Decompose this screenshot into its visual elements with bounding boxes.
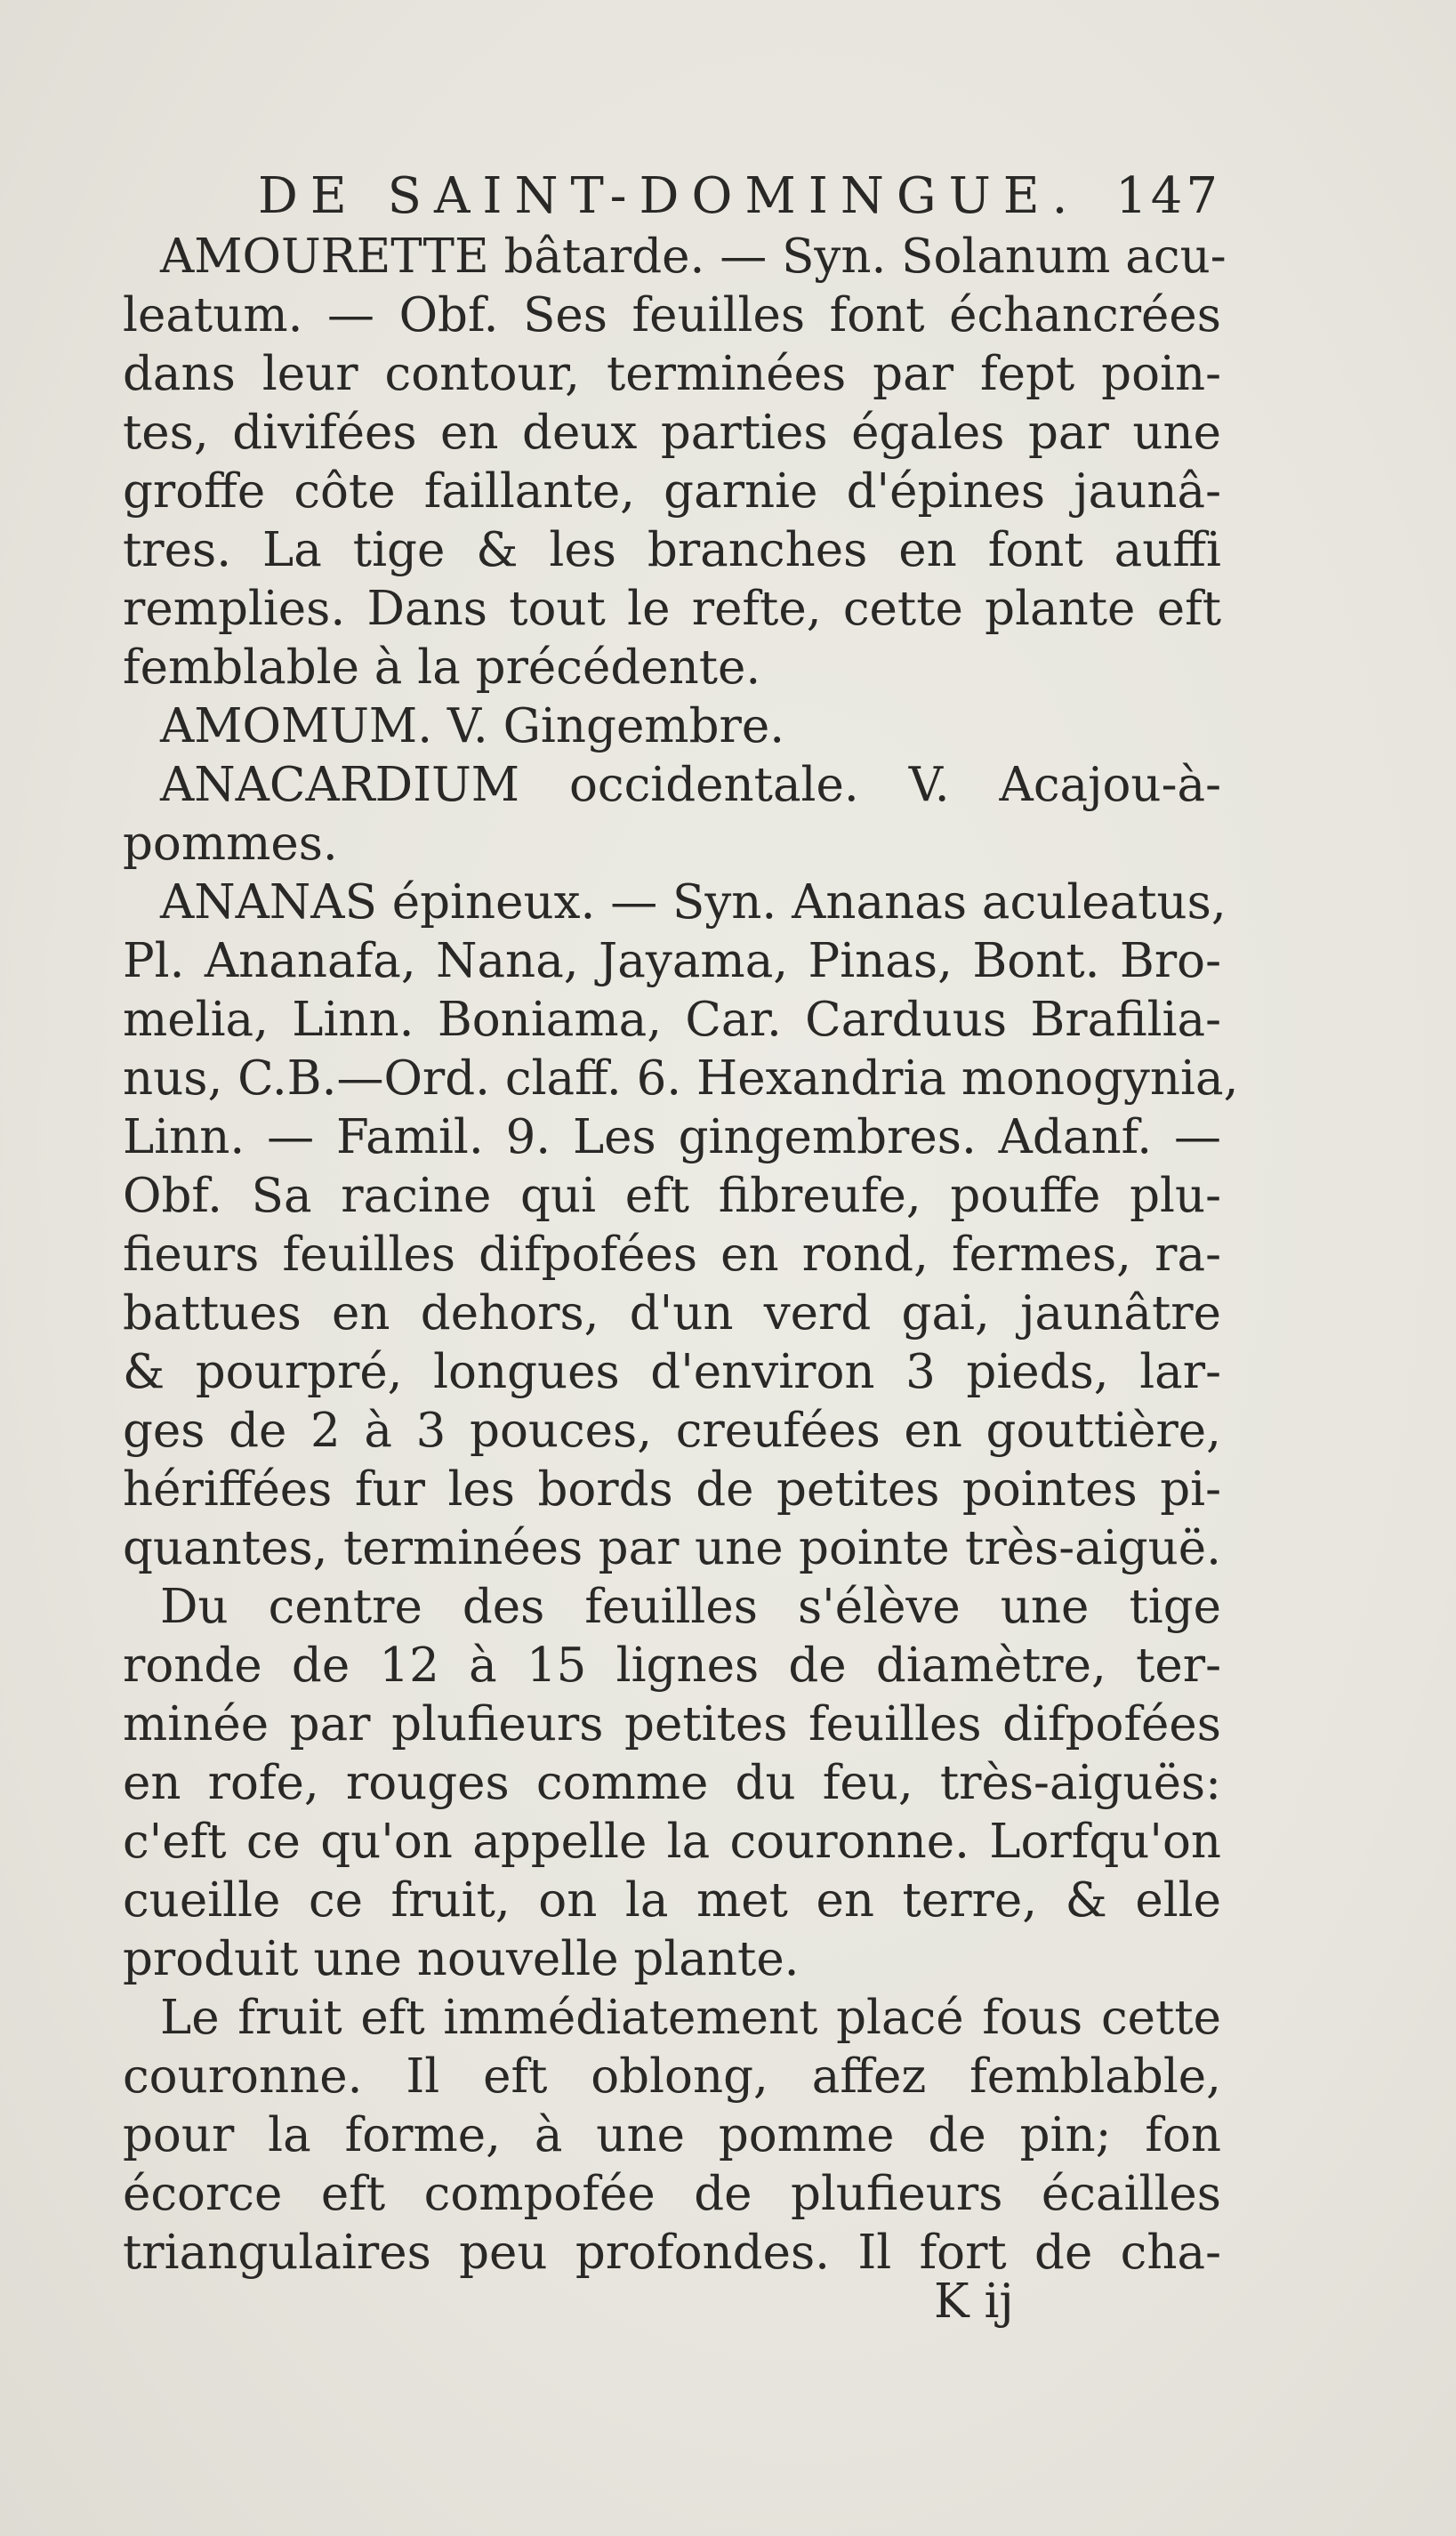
text-line: nus, C.B.—Ord. claff. 6. Hexandria monogynia, bbox=[123, 1051, 1239, 1106]
text-line: & pourpré, longues d'environ 3 pieds, lar- bbox=[123, 1345, 1221, 1399]
text-line: remplies. Dans tout le refte, cette plante eft bbox=[123, 582, 1221, 636]
text-line: leatum. — Obf. Ses feuilles font échancrées bbox=[123, 288, 1221, 342]
text-line: dans leur contour, terminées par fept poin- bbox=[123, 347, 1221, 401]
text-line: écorce eft compofée de plufieurs écailles bbox=[123, 2167, 1221, 2221]
text-line: triangulaires peu profondes. Il fort de cha- bbox=[123, 2226, 1221, 2280]
text-line: minée par plufieurs petites feuilles difpofées bbox=[123, 1697, 1221, 1751]
text-line: tes, divifées en deux parties égales par une bbox=[123, 406, 1221, 460]
text-line: Du centre des feuilles s'élève une tige bbox=[160, 1580, 1221, 1634]
body-text bbox=[123, 228, 1239, 2282]
text-line: Linn. — Famil. 9. Les gingembres. Adanf. — bbox=[123, 1110, 1221, 1164]
text-line: en rofe, rouges comme du feu, très-aiguës: bbox=[123, 1756, 1221, 1810]
text-line: cueille ce fruit, on la met en terre, & elle bbox=[123, 1873, 1221, 1928]
text-line: ges de 2 à 3 pouces, creufées en gouttière, bbox=[123, 1404, 1221, 1458]
signature-mark: K ij bbox=[934, 2274, 1014, 2329]
text-line: femblable à la précédente. bbox=[123, 640, 761, 695]
text-line: ANACARDIUM occidentale. V. Acajou-à- bbox=[160, 758, 1221, 812]
text-line: fieurs feuilles difpofées en rond, fermes, ra- bbox=[123, 1228, 1221, 1282]
text-line: ronde de 12 à 15 lignes de diamètre, ter- bbox=[123, 1638, 1221, 1693]
text-line: AMOURETTE bâtarde. — Syn. Solanum acu- bbox=[160, 229, 1227, 284]
text-line: pommes. bbox=[123, 817, 338, 871]
running-head: DE SAINT-DOMINGUE. bbox=[258, 167, 1081, 225]
text-line: hériffées fur les bords de petites pointes pi- bbox=[123, 1462, 1221, 1517]
text-line: Le fruit eft immédiatement placé fous cette bbox=[160, 1991, 1221, 2045]
text-line: Pl. Ananafa, Nana, Jayama, Pinas, Bont. Bro- bbox=[123, 934, 1221, 988]
text-line: Obf. Sa racine qui eft fibreufe, pouffe plu- bbox=[123, 1169, 1221, 1223]
page-number: 147 bbox=[1115, 167, 1221, 225]
text-line: AMOMUM. V. Gingembre. bbox=[160, 699, 785, 753]
text-line: c'eft ce qu'on appelle la couronne. Lorfqu'on bbox=[123, 1815, 1221, 1869]
text-line: ANANAS épineux. — Syn. Ananas aculeatus, bbox=[160, 875, 1227, 930]
text-line: groffe côte faillante, garnie d'épines jaunâ- bbox=[123, 464, 1221, 519]
text-line: tres. La tige & les branches en font auffi bbox=[123, 523, 1221, 577]
text-line: battues en dehors, d'un verd gai, jaunâtre bbox=[123, 1286, 1221, 1340]
text-line: pour la forme, à une pomme de pin; fon bbox=[123, 2108, 1221, 2162]
text-block bbox=[123, 165, 1239, 2282]
page-header bbox=[123, 165, 1221, 228]
text-line: quantes, terminées par une pointe très-aiguë. bbox=[123, 1521, 1221, 1575]
text-line: melia, Linn. Boniama, Car. Carduus Brafilia- bbox=[123, 993, 1221, 1047]
text-line: produit une nouvelle plante. bbox=[123, 1932, 800, 1986]
text-line: couronne. Il eft oblong, affez femblable, bbox=[123, 2049, 1221, 2104]
